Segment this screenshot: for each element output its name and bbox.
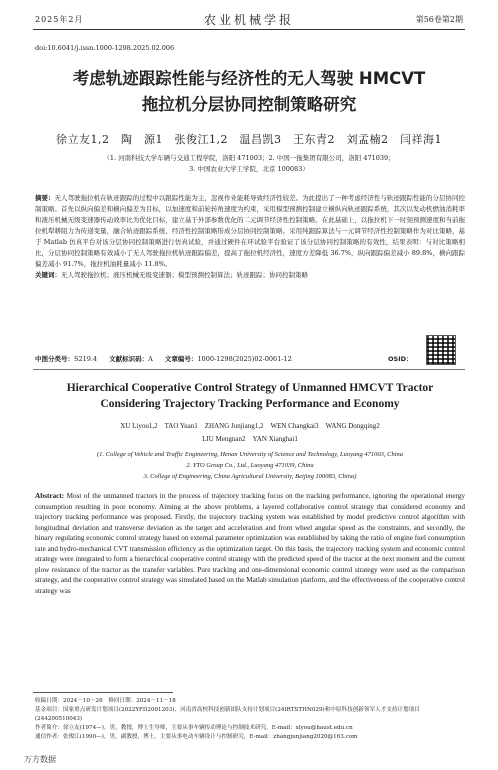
footnote-rule bbox=[33, 692, 173, 693]
english-authors bbox=[40, 420, 460, 446]
doi[interactable]: doi:10.6041/j.issn.1000-1298.2025.02.006 bbox=[35, 44, 175, 52]
issue-date: 2025年2月 bbox=[35, 15, 84, 24]
chinese-authors: 徐立友1,2 陶 源1 张俊江1,2 温昌凯3 王东青2 刘孟楠2 闫祥海1 bbox=[56, 133, 442, 146]
qr-code-icon[interactable] bbox=[426, 335, 456, 365]
chinese-affiliation-line1: （1. 河南科技大学车辆与交通工程学院，洛阳 471003；2. 中国一拖集团有限公司，洛阳 471039； bbox=[103, 154, 395, 162]
english-affiliation-line1: (1. College of Vehicle and Traffic Engineering, Henan University of Science and Technology, Luoyang 471003, China bbox=[96, 451, 404, 458]
wanfang-brand: 万方数据 bbox=[24, 755, 56, 764]
footnote-fund: 基金项目：国家重点研发计划项目(2022YFD2001203)、河南省高校科技创新团队支持计划项目(24IRTSTHN029)和中原科技创新领军人才支持计划项目(244200510043) bbox=[35, 707, 420, 722]
chinese-keywords-text: 无人驾驶拖拉机；液压机械无级变速器；模型预测控制算法；轨迹跟踪；协同控制策略 bbox=[61, 271, 308, 279]
footnote-author: 作者简介：徐立友(1974—)，男，教授，博士生导师，主要从事车辆传动理论与控制技术研究，E-mail：xlyou@haust.edu.cn bbox=[35, 725, 353, 731]
footnotes bbox=[35, 697, 465, 742]
chinese-affiliation-line2: 3. 中国农业大学工学院，北京 100083） bbox=[189, 165, 309, 173]
english-affiliation-line2: 2. YTO Group Co., Ltd., Luoyang 471039, China bbox=[186, 462, 314, 469]
english-title-line1: Hierarchical Cooperative Control Strategy of Unmanned HMCVT Tractor bbox=[66, 382, 434, 394]
footnote-received: 收稿日期：2024－10－26 修回日期：2024－11－18 bbox=[35, 698, 176, 704]
header-rule bbox=[33, 29, 465, 30]
english-abstract-text: Most of the unmanned tractors in the process of trajectory tracking focus on the tracking performance, ignoring the operational energy consumption resulting in poor economy. Aiming at the above problems, a layered collaborative control strategy that considered economy and trajectory tracking performance was proposed. Firstly, the trajectory tracking system was established by model predictive control algorithm with longitudinal deviation and transverse deviation as the target and acceleration and front wheel angular speed as the constraints, and secondly, the binary regulating economic control strategy based on external parameter optimization was established by taking the ratio of engine fuel consumption rate and hydro-mechanical CVT transmission efficiency as the optimization target. On this basis, the trajectory tracking system and economic control strategy were integrated to form a hierarchical cooperative control strategy with the predicted speed of the tractor at the next moment and the current plow resistance of the tractor as the transfer variables. Pure tracking and one-dimensional economic control strategy were used as the comparison strategy, and the cooperative control strategy was simulated based on the Matlab simulation platform, and the effectiveness of the cooperative control strategy was bbox=[35, 492, 465, 595]
chinese-abstract bbox=[35, 193, 465, 281]
doc-code-value: A bbox=[148, 355, 153, 363]
article-number-label: 文章编号： bbox=[164, 355, 198, 363]
chinese-title-line1: 考虑轨迹跟踪性能与经济性的无人驾驶 HMCVT bbox=[72, 69, 426, 88]
english-title bbox=[35, 380, 465, 412]
english-affiliation-line3: 3. College of Engineering, China Agricultural University, Beijing 100083, China) bbox=[143, 473, 357, 480]
osid-label: OSID： bbox=[388, 355, 413, 363]
english-title-line2: Considering Trajectory Tracking Performance and Economy bbox=[100, 398, 400, 410]
chinese-title bbox=[40, 66, 458, 118]
volume-issue: 第56卷第2期 bbox=[415, 15, 463, 24]
english-abstract bbox=[35, 491, 465, 596]
clc-value: S219.4 bbox=[74, 355, 98, 363]
english-authors-line2: LIU Mengnan2 YAN Xianghai1 bbox=[202, 435, 298, 443]
chinese-affiliations bbox=[45, 153, 453, 175]
footnote-corresponding-author: 通信作者：张俊江(1990—)，男，副教授，博士，主要从事电动车辆设计与控制研究，E-mail：zhangjunjiang2020@163.com bbox=[35, 734, 358, 740]
chinese-abstract-label: 摘要： bbox=[35, 194, 55, 202]
chinese-keywords-label: 关键词： bbox=[35, 271, 61, 279]
chinese-abstract-text: 无人驾驶拖拉机在轨迹跟踪的过程中以跟踪性能为主，忽视作业能耗导致经济性较差。为此提出了一种考虑经济性与轨迹跟踪性能的分层协同控制策略。首先以纵向偏差和横向偏差为目标，以加速度和前轮转角速度为约束，采用模型预测控制建立横纵向轨迹跟踪系统，其次以发动机燃油消耗率和液压机械无级变速器传动效率比为优化目标，建立基于外部参数优化的二元调节经济性控制策略。在此基础上，以拖拉机下一时刻预测速度和当前拖拉机犁耕阻力为传递变量，融合轨迹跟踪系统、经济性控制策略形成分层协同控制策略。采用纯跟踪算法与一元调节经济性控制策略作为对比策略，基于 Matlab 仿真平台对该分层协同控制策略进行仿真试验，并通过硬件在环试验平台验证了该分层协同控制策略的有效性，结果表明：与对比策略相比，分层协同控制策略有效减小了无人驾驶拖拉机轨迹跟踪偏差，提高了拖拉机经济性，速度方差降低 36.7%，纵向跟踪偏差减小 89.8%，横向跟踪偏差减小 91.7%，拖拉机油耗量减小 11.8%。 bbox=[35, 194, 466, 268]
english-abstract-label: Abstract: bbox=[35, 492, 65, 500]
clc-label: 中图分类号： bbox=[35, 355, 74, 363]
article-number-value: 1000-1298(2025)02-0061-12 bbox=[197, 355, 292, 363]
journal-name: 农业机械学报 bbox=[203, 13, 294, 27]
chinese-title-line2: 拖拉机分层协同控制策略研究 bbox=[141, 95, 357, 114]
section-divider bbox=[33, 369, 465, 370]
english-authors-line1: XU Liyou1,2 TAO Yuan1 ZHANG Junjiang1,2 WEN Changkai3 WANG Dongqing2 bbox=[120, 422, 380, 430]
doc-code-label: 文献标识码： bbox=[109, 355, 149, 363]
english-affiliations bbox=[35, 449, 465, 482]
